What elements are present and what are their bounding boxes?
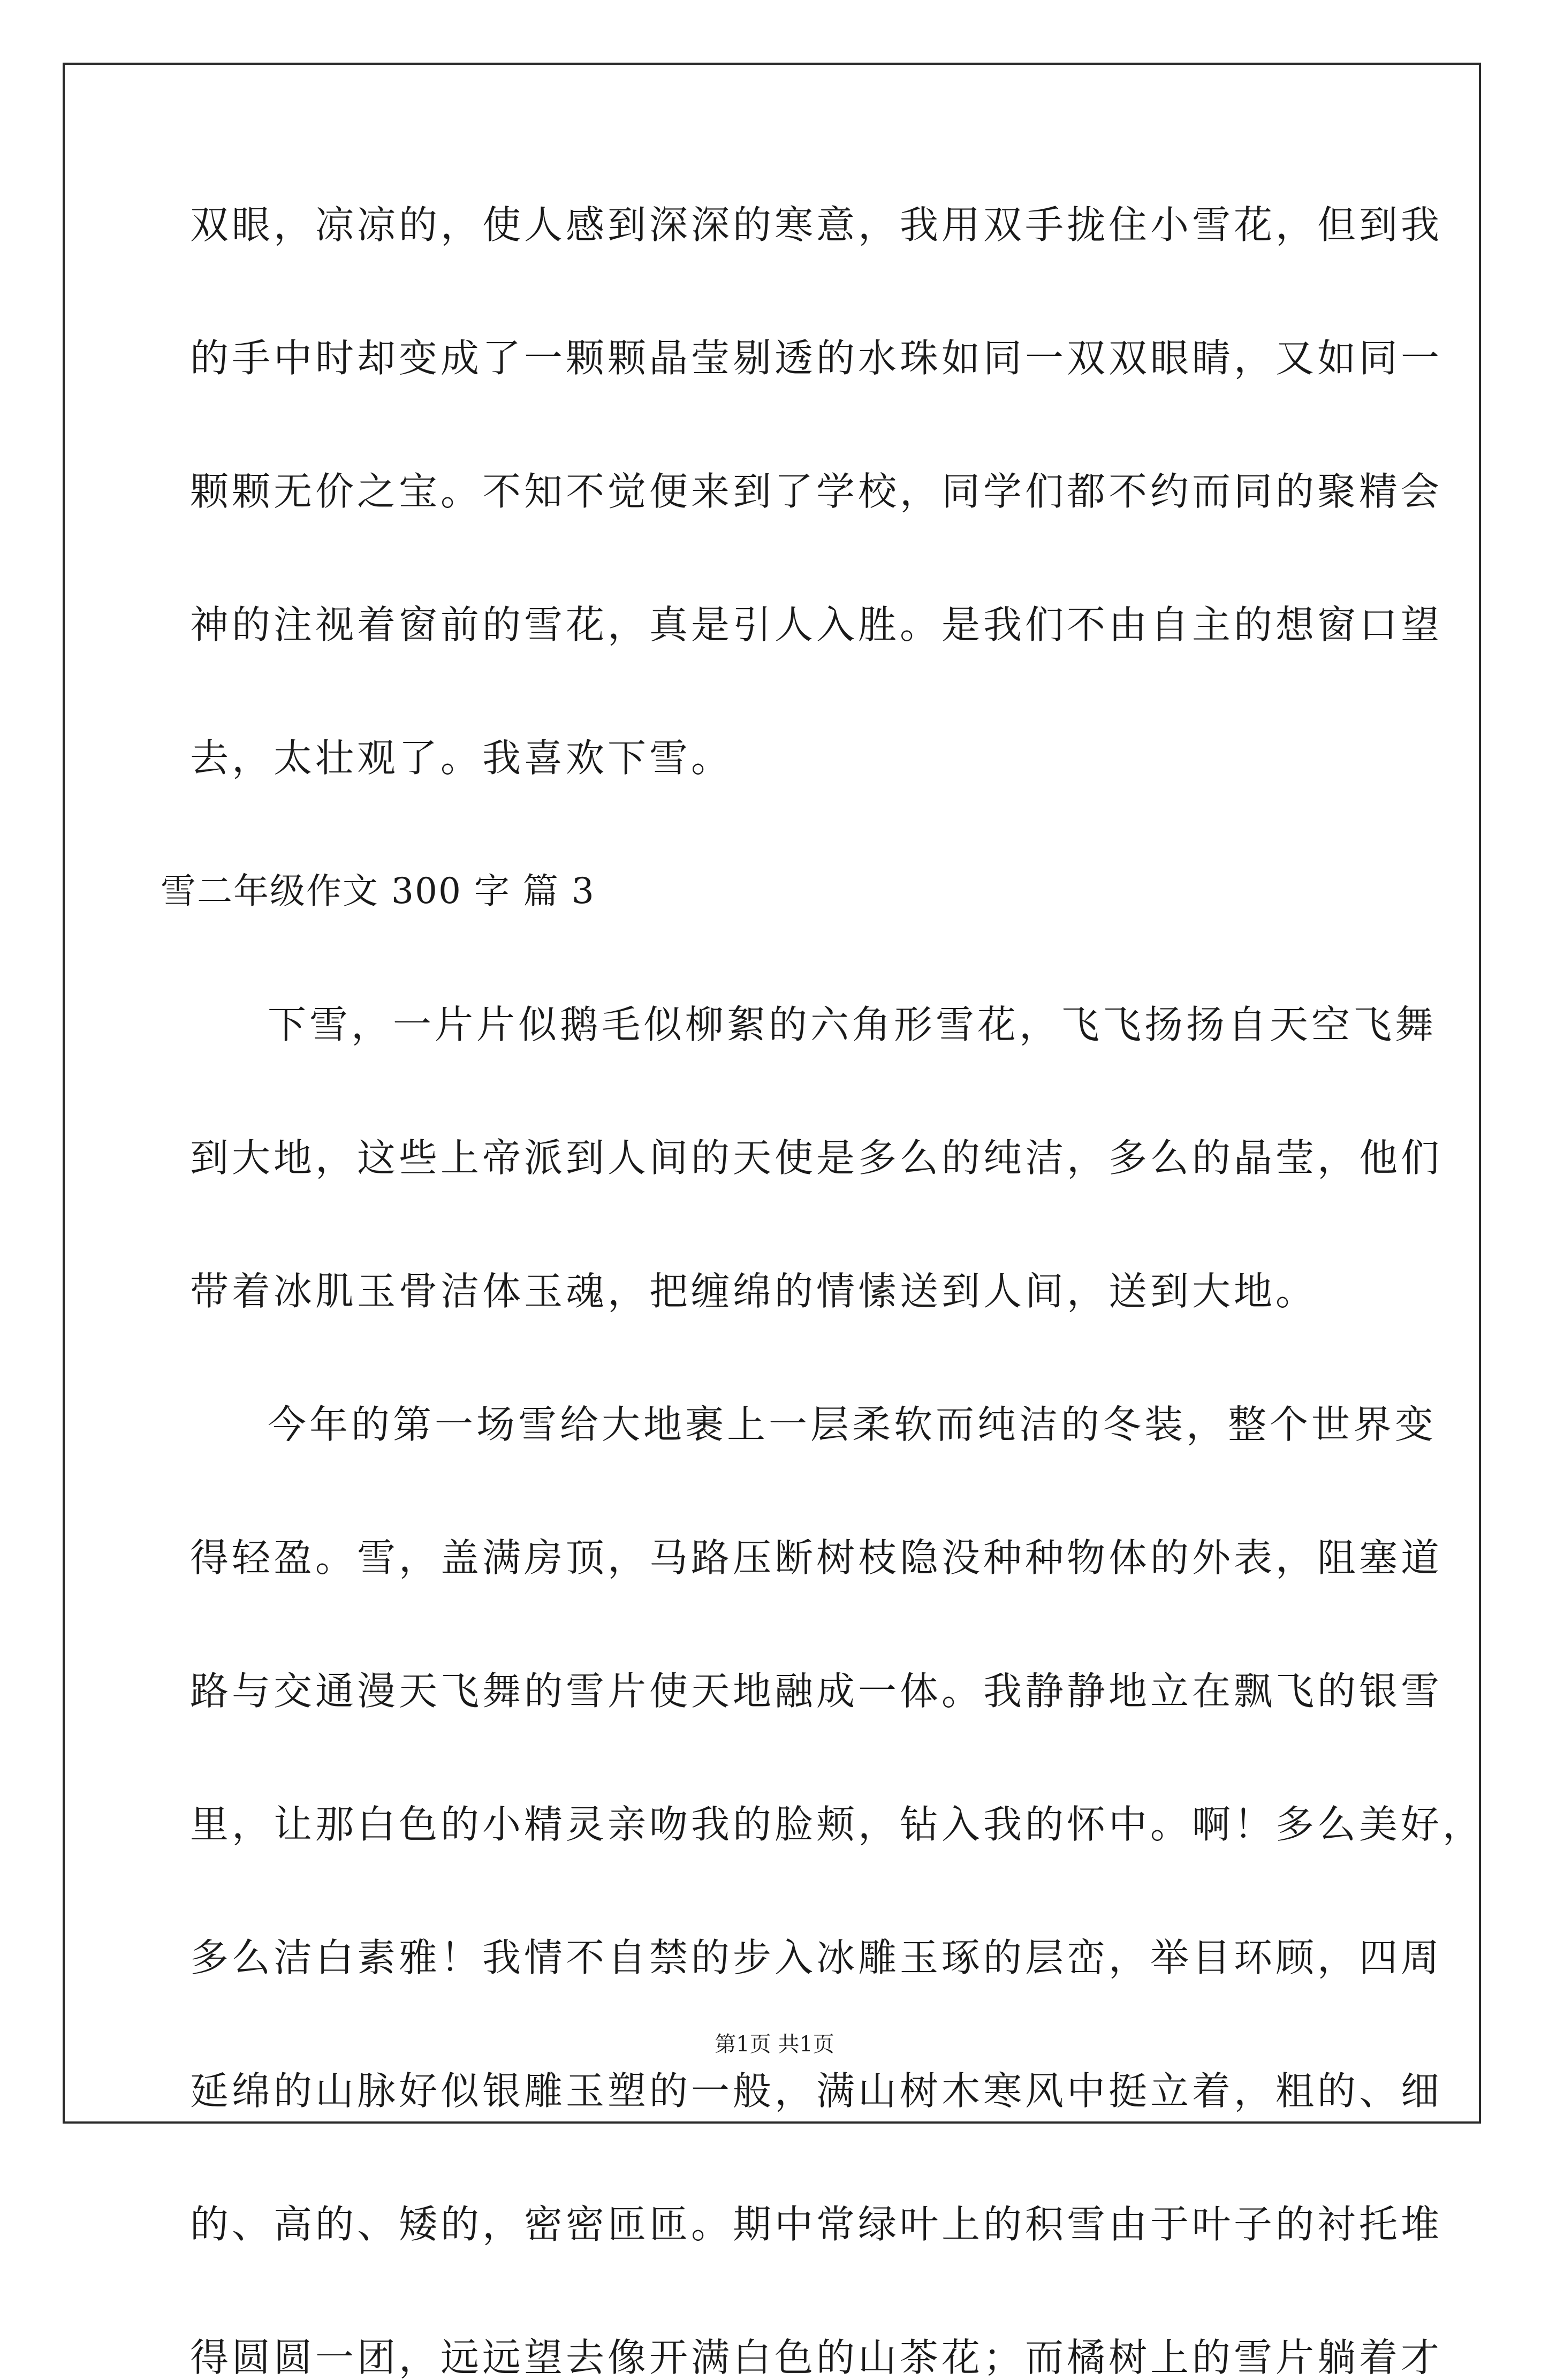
text-line: 多么洁白素雅！我情不自禁的步入冰雕玉琢的层峦，举目环顾，四周 bbox=[190, 1935, 1443, 1980]
section-paragraph-1 bbox=[190, 1002, 1443, 1314]
section-paragraph-2 bbox=[190, 1402, 1485, 2380]
text-line: 的、高的、矮的，密密匝匝。期中常绿叶上的积雪由于叶子的衬托堆 bbox=[190, 2202, 1443, 2247]
text-line: 延绵的山脉好似银雕玉塑的一般，满山树木寒风中挺立着，粗的、细 bbox=[190, 2068, 1443, 2113]
text-line: 的手中时却变成了一颗颗晶莹剔透的水珠如同一双双眼睛，又如同一 bbox=[190, 336, 1443, 381]
text-line: 得圆圆一团，远远望去像开满白色的山茶花；而橘树上的雪片躺着才 bbox=[190, 2335, 1443, 2380]
text-line: 路与交通漫天飞舞的雪片使天地融成一体。我静静地立在飘飞的银雪 bbox=[190, 1669, 1443, 1714]
text-line: 到大地，这些上帝派到人间的天使是多么的纯洁，多么的晶莹，他们 bbox=[190, 1135, 1443, 1180]
text-line: 颗颗无价之宝。不知不觉便来到了学校，同学们都不约而同的聚精会 bbox=[190, 469, 1443, 514]
text-line: 下雪，一片片似鹅毛似柳絮的六角形雪花，飞飞扬扬自天空飞舞 bbox=[268, 1002, 1437, 1047]
text-line: 去，太壮观了。我喜欢下雪。 bbox=[190, 736, 733, 780]
text-line: 里，让那白色的小精灵亲吻我的脸颊，钻入我的怀中。啊！多么美好， bbox=[190, 1802, 1485, 1847]
section-heading: 雪二年级作文 300 字 篇 3 bbox=[161, 870, 595, 912]
text-line: 神的注视着窗前的雪花，真是引人入胜。是我们不由自主的想窗口望 bbox=[190, 602, 1443, 647]
text-line: 带着冰肌玉骨洁体玉魂，把缠绵的情愫送到人间，送到大地。 bbox=[190, 1269, 1318, 1314]
text-line: 双眼，凉凉的，使人感到深深的寒意，我用双手拢住小雪花，但到我 bbox=[190, 202, 1443, 247]
paragraph-continued bbox=[190, 202, 1443, 780]
text-line: 今年的第一场雪给大地裹上一层柔软而纯洁的冬装，整个世界变 bbox=[268, 1402, 1437, 1447]
text-line: 得轻盈。雪，盖满房顶，马路压断树枝隐没种种物体的外表，阻塞道 bbox=[190, 1535, 1443, 1580]
page-number-footer: 第1页 共1页 bbox=[715, 2032, 834, 2057]
